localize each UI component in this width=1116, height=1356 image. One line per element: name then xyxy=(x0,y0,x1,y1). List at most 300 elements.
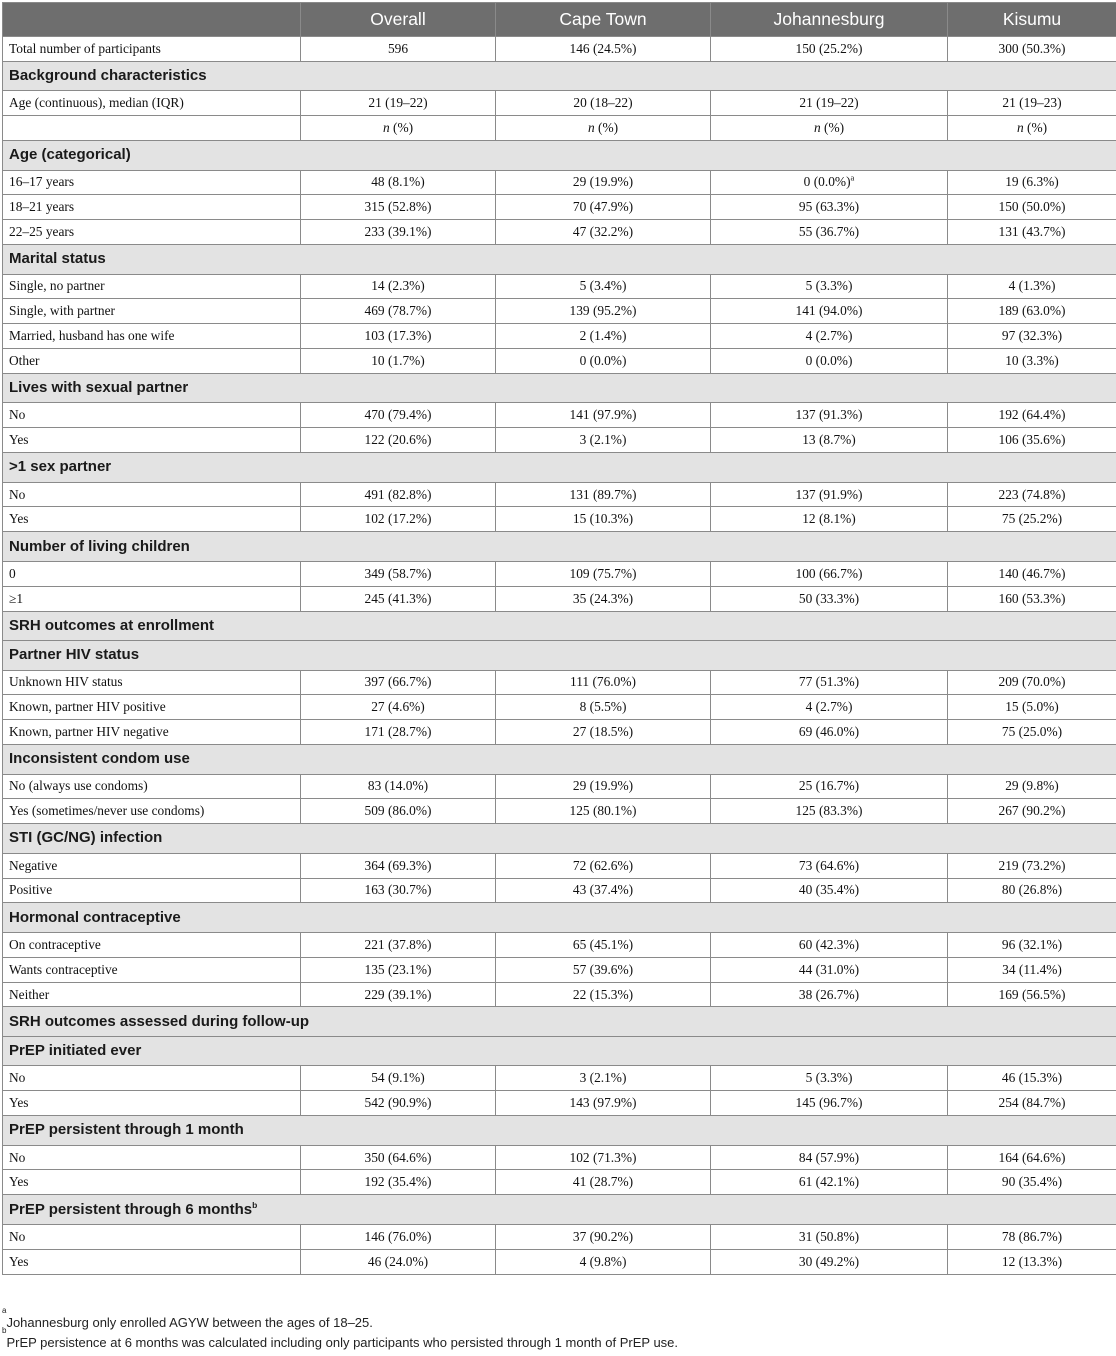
table-cell xyxy=(711,1170,948,1195)
table-cell xyxy=(948,932,1116,957)
table-cell xyxy=(711,349,948,374)
table-cell xyxy=(301,1224,496,1249)
cell-value: 38 (26.7%) xyxy=(798,986,860,1002)
table-cell xyxy=(948,37,1116,62)
cell-value: n (%) xyxy=(587,120,619,136)
section-header-row xyxy=(3,61,1116,91)
table-cell xyxy=(301,1091,496,1116)
table-cell xyxy=(301,878,496,903)
table-cell xyxy=(711,324,948,349)
table-cell xyxy=(496,482,711,507)
table-cell xyxy=(948,482,1116,507)
row-label: 0 xyxy=(3,561,301,586)
row-label: 16–17 years xyxy=(3,170,301,195)
row-label: Single, no partner xyxy=(3,274,301,299)
table-cell xyxy=(496,37,711,62)
table-cell xyxy=(948,670,1116,695)
table-cell xyxy=(301,349,496,374)
section-label xyxy=(3,745,1116,775)
table-row xyxy=(3,982,1116,1007)
cell-value: 300 (50.3%) xyxy=(998,40,1066,56)
row-label: No xyxy=(3,1066,301,1091)
table-cell xyxy=(301,561,496,586)
section-header-row xyxy=(3,141,1116,171)
row-label: Yes xyxy=(3,1091,301,1116)
table-cell xyxy=(301,932,496,957)
row-label: Yes xyxy=(3,1170,301,1195)
cell-value: 70 (47.9%) xyxy=(572,199,634,215)
cell-value: 4 (2.7%) xyxy=(805,699,853,715)
table-cell xyxy=(711,670,948,695)
table-cell xyxy=(301,720,496,745)
row-label: Yes xyxy=(3,1249,301,1274)
footnote-mark: b xyxy=(2,1326,7,1335)
table-row xyxy=(3,482,1116,507)
table-cell xyxy=(948,957,1116,982)
cell-value: n (%) xyxy=(1016,120,1048,136)
footnote-text: PrEP persistence at 6 months was calculated including only participants who persisted through 1 month of PrEP use. xyxy=(6,1335,679,1350)
row-label: Neither xyxy=(3,982,301,1007)
cell-value: 15 (5.0%) xyxy=(1005,699,1059,715)
cell-value: 55 (36.7%) xyxy=(798,224,860,240)
cell-value: 160 (53.3%) xyxy=(998,590,1066,606)
cell-value: 27 (4.6%) xyxy=(371,699,425,715)
table-cell xyxy=(711,428,948,453)
table-cell xyxy=(496,799,711,824)
section-label xyxy=(3,903,1116,933)
cell-value: 43 (37.4%) xyxy=(572,882,634,898)
cell-value: 41 (28.7%) xyxy=(572,1174,634,1190)
cell-value: 141 (97.9%) xyxy=(569,407,637,423)
table-cell xyxy=(496,220,711,245)
cell-value: 3 (2.1%) xyxy=(579,1070,627,1086)
table-cell xyxy=(948,1224,1116,1249)
cell-value: 75 (25.0%) xyxy=(1001,724,1063,740)
cell-value: 103 (17.3%) xyxy=(364,328,432,344)
cell-value: 3 (2.1%) xyxy=(579,432,627,448)
cell-value: 27 (18.5%) xyxy=(572,724,634,740)
table-cell xyxy=(301,91,496,116)
table-row xyxy=(3,695,1116,720)
cell-value: 61 (42.1%) xyxy=(798,1174,860,1190)
table-cell xyxy=(948,299,1116,324)
table-cell xyxy=(948,1145,1116,1170)
cell-value: 97 (32.3%) xyxy=(1001,328,1063,344)
table-cell xyxy=(496,299,711,324)
row-label: No xyxy=(3,1224,301,1249)
cell-value: 102 (71.3%) xyxy=(569,1149,637,1165)
row-label: 18–21 years xyxy=(3,195,301,220)
section-label xyxy=(3,641,1116,671)
table-cell xyxy=(496,1145,711,1170)
cell-value: 5 (3.3%) xyxy=(805,278,853,294)
cell-value: 102 (17.2%) xyxy=(364,511,432,527)
section-header-row xyxy=(3,532,1116,562)
footnotes xyxy=(2,1306,1102,1353)
table-cell xyxy=(496,1091,711,1116)
cell-value: 164 (64.6%) xyxy=(998,1149,1066,1165)
row-label: Known, partner HIV negative xyxy=(3,720,301,745)
cell-value: 0 (0.0%) xyxy=(579,353,627,369)
table-cell xyxy=(301,116,496,141)
table-cell xyxy=(711,1091,948,1116)
table-cell xyxy=(711,957,948,982)
section-header-row xyxy=(3,1195,1116,1225)
cell-value: 46 (15.3%) xyxy=(1001,1070,1063,1086)
row-label: Yes xyxy=(3,507,301,532)
column-header-cape-town: Cape Town xyxy=(496,3,711,37)
section-header-row xyxy=(3,1007,1116,1037)
table-cell xyxy=(948,1170,1116,1195)
table-cell xyxy=(711,1224,948,1249)
section-label xyxy=(3,532,1116,562)
table-cell xyxy=(711,932,948,957)
table-cell xyxy=(301,274,496,299)
table-row xyxy=(3,195,1116,220)
cell-value: 315 (52.8%) xyxy=(364,199,432,215)
table-cell xyxy=(948,1091,1116,1116)
table-cell xyxy=(711,853,948,878)
table-cell xyxy=(301,957,496,982)
table-row xyxy=(3,720,1116,745)
section-label-text: Partner HIV status xyxy=(9,646,140,664)
table-cell xyxy=(496,274,711,299)
cell-value: 30 (49.2%) xyxy=(798,1253,860,1269)
table-row xyxy=(3,1249,1116,1274)
cell-value: 0 (0.0%) xyxy=(803,174,851,190)
cell-value: 21 (19–22) xyxy=(368,95,428,111)
table-cell xyxy=(496,695,711,720)
cell-value: 223 (74.8%) xyxy=(998,486,1066,502)
cell-value: 137 (91.9%) xyxy=(795,486,863,502)
row-label: Negative xyxy=(3,853,301,878)
cell-value: 29 (19.9%) xyxy=(572,174,634,190)
section-header-row xyxy=(3,1116,1116,1146)
table-cell xyxy=(948,274,1116,299)
table-row xyxy=(3,1170,1116,1195)
cell-value: 267 (90.2%) xyxy=(998,803,1066,819)
cell-value: 12 (8.1%) xyxy=(802,511,856,527)
table-cell xyxy=(301,324,496,349)
row-label: On contraceptive xyxy=(3,932,301,957)
table-cell xyxy=(948,403,1116,428)
cell-value: 542 (90.9%) xyxy=(364,1095,432,1111)
row-label: Unknown HIV status xyxy=(3,670,301,695)
cell-value: 48 (8.1%) xyxy=(371,174,425,190)
table-cell xyxy=(301,1066,496,1091)
table-row xyxy=(3,428,1116,453)
cell-value: 47 (32.2%) xyxy=(572,224,634,240)
table-row xyxy=(3,878,1116,903)
table-cell xyxy=(948,116,1116,141)
header-corner xyxy=(3,3,301,37)
cell-value: 57 (39.6%) xyxy=(572,961,634,977)
table-row xyxy=(3,932,1116,957)
table-cell xyxy=(711,37,948,62)
cell-value: 163 (30.7%) xyxy=(364,882,432,898)
table-cell xyxy=(301,1145,496,1170)
table-cell xyxy=(496,561,711,586)
cell-value: 141 (94.0%) xyxy=(795,303,863,319)
cell-value: 65 (45.1%) xyxy=(572,936,634,952)
cell-value: 78 (86.7%) xyxy=(1001,1228,1063,1244)
section-label-text: PrEP persistent through 6 months xyxy=(9,1200,253,1218)
table-cell xyxy=(496,932,711,957)
cell-value: 14 (2.3%) xyxy=(371,278,425,294)
cell-value: 189 (63.0%) xyxy=(998,303,1066,319)
section-label-text: STI (GC/NG) infection xyxy=(9,829,163,847)
table-row xyxy=(3,507,1116,532)
cell-value: 209 (70.0%) xyxy=(998,674,1066,690)
table-cell xyxy=(496,720,711,745)
table-cell xyxy=(301,670,496,695)
cell-value: 221 (37.8%) xyxy=(364,936,432,952)
table-cell xyxy=(711,1066,948,1091)
table-cell xyxy=(496,878,711,903)
table-cell xyxy=(711,170,948,195)
section-label-text: SRH outcomes assessed during follow-up xyxy=(9,1012,310,1030)
table-body xyxy=(3,37,1116,1275)
cell-value: 364 (69.3%) xyxy=(364,857,432,873)
table-row xyxy=(3,299,1116,324)
table-row xyxy=(3,670,1116,695)
table-row xyxy=(3,1224,1116,1249)
table-cell xyxy=(496,586,711,611)
row-label: Age (continuous), median (IQR) xyxy=(3,91,301,116)
table-cell xyxy=(496,507,711,532)
table-row xyxy=(3,957,1116,982)
table-cell xyxy=(301,428,496,453)
table-cell xyxy=(711,1249,948,1274)
cell-value: n (%) xyxy=(813,120,845,136)
row-label xyxy=(3,116,301,141)
cell-value: 20 (18–22) xyxy=(573,95,633,111)
cell-value: 25 (16.7%) xyxy=(798,778,860,794)
table-cell xyxy=(948,507,1116,532)
section-label xyxy=(3,1116,1116,1146)
row-label: Yes (sometimes/never use condoms) xyxy=(3,799,301,824)
table-row xyxy=(3,1091,1116,1116)
cell-value: 397 (66.7%) xyxy=(364,674,432,690)
cell-value: 137 (91.3%) xyxy=(795,407,863,423)
cell-value: 219 (73.2%) xyxy=(998,857,1066,873)
table-cell xyxy=(496,1249,711,1274)
cell-value: 4 (2.7%) xyxy=(805,328,853,344)
cell-value: 145 (96.7%) xyxy=(795,1095,863,1111)
cell-value: 60 (42.3%) xyxy=(798,936,860,952)
column-header-kisumu: Kisumu xyxy=(948,3,1116,37)
table-cell xyxy=(948,170,1116,195)
section-label-text: Lives with sexual partner xyxy=(9,379,189,397)
table-cell xyxy=(496,324,711,349)
row-label: ≥1 xyxy=(3,586,301,611)
cell-value: 34 (11.4%) xyxy=(1002,961,1062,977)
table-cell xyxy=(948,878,1116,903)
cell-value: 111 (76.0%) xyxy=(570,674,636,690)
table-cell xyxy=(301,403,496,428)
cell-value: 84 (57.9%) xyxy=(798,1149,860,1165)
section-label-text: Background characteristics xyxy=(9,67,207,85)
table-cell xyxy=(496,1066,711,1091)
table-row xyxy=(3,586,1116,611)
section-label xyxy=(3,141,1116,171)
table-row xyxy=(3,1066,1116,1091)
table-cell xyxy=(496,91,711,116)
table-cell xyxy=(948,853,1116,878)
row-label: No xyxy=(3,403,301,428)
cell-value: 29 (9.8%) xyxy=(1005,778,1059,794)
table-row xyxy=(3,91,1116,116)
cell-value: 171 (28.7%) xyxy=(364,724,432,740)
table-cell xyxy=(711,116,948,141)
table-cell xyxy=(301,299,496,324)
row-label: No xyxy=(3,1145,301,1170)
section-label-text: Hormonal contraceptive xyxy=(9,908,181,926)
cell-value: 13 (8.7%) xyxy=(802,432,856,448)
table-cell xyxy=(948,349,1116,374)
table-cell xyxy=(496,982,711,1007)
footnote-text: Johannesburg only enrolled AGYW between the ages of 18–25. xyxy=(6,1315,373,1330)
table-cell xyxy=(301,982,496,1007)
column-header-overall: Overall xyxy=(301,3,496,37)
table-cell xyxy=(948,982,1116,1007)
cell-value: 75 (25.2%) xyxy=(1001,511,1063,527)
cell-value: 4 (1.3%) xyxy=(1008,278,1056,294)
section-label-text: SRH outcomes at enrollment xyxy=(9,616,215,634)
cell-value: 21 (19–23) xyxy=(1002,95,1062,111)
table-cell xyxy=(711,1145,948,1170)
cell-value: 72 (62.6%) xyxy=(572,857,634,873)
table-cell xyxy=(711,482,948,507)
table-cell xyxy=(496,428,711,453)
table-cell xyxy=(496,1170,711,1195)
cell-value: 100 (66.7%) xyxy=(795,565,863,581)
table-cell xyxy=(496,195,711,220)
table-cell xyxy=(496,403,711,428)
section-header-row xyxy=(3,745,1116,775)
table-cell xyxy=(711,403,948,428)
units-row xyxy=(3,116,1116,141)
cell-value: 10 (1.7%) xyxy=(371,353,425,369)
footnote-marker: b xyxy=(252,1199,258,1210)
table-cell xyxy=(948,695,1116,720)
table-row xyxy=(3,324,1116,349)
row-label: No (always use condoms) xyxy=(3,774,301,799)
data-table xyxy=(2,2,1116,1275)
cell-value: 0 (0.0%) xyxy=(805,353,853,369)
cell-value: 143 (97.9%) xyxy=(569,1095,637,1111)
table-cell xyxy=(711,299,948,324)
cell-value: 470 (79.4%) xyxy=(364,407,432,423)
cell-value: 469 (78.7%) xyxy=(364,303,432,319)
section-header-row xyxy=(3,824,1116,854)
cell-value: 4 (9.8%) xyxy=(579,1253,627,1269)
cell-value: 83 (14.0%) xyxy=(367,778,429,794)
cell-value: 131 (43.7%) xyxy=(998,224,1066,240)
table-cell xyxy=(711,878,948,903)
cell-value: 40 (35.4%) xyxy=(798,882,860,898)
table-row xyxy=(3,37,1116,62)
cell-value: 15 (10.3%) xyxy=(572,511,634,527)
footnote-marker: a xyxy=(850,172,855,183)
section-label xyxy=(3,373,1116,403)
cell-value: 69 (46.0%) xyxy=(798,724,860,740)
cell-value: 54 (9.1%) xyxy=(371,1070,425,1086)
row-label: Total number of participants xyxy=(3,37,301,62)
cell-value: 73 (64.6%) xyxy=(798,857,860,873)
cell-value: 37 (90.2%) xyxy=(572,1228,634,1244)
cell-value: n (%) xyxy=(382,120,414,136)
table-cell xyxy=(711,220,948,245)
row-label: Wants contraceptive xyxy=(3,957,301,982)
row-label: 22–25 years xyxy=(3,220,301,245)
cell-value: 21 (19–22) xyxy=(799,95,859,111)
cell-value: 350 (64.6%) xyxy=(364,1149,432,1165)
table-cell xyxy=(948,586,1116,611)
table-cell xyxy=(711,274,948,299)
cell-value: 77 (51.3%) xyxy=(798,674,860,690)
cell-value: 150 (25.2%) xyxy=(795,40,863,56)
cell-value: 125 (83.3%) xyxy=(795,803,863,819)
table-cell xyxy=(496,170,711,195)
cell-value: 96 (32.1%) xyxy=(1001,936,1063,952)
section-label xyxy=(3,1007,1116,1037)
section-label-text: Inconsistent condom use xyxy=(9,750,190,768)
table-cell xyxy=(496,1224,711,1249)
cell-value: 29 (19.9%) xyxy=(572,778,634,794)
cell-value: 5 (3.4%) xyxy=(579,278,627,294)
table-cell xyxy=(711,695,948,720)
section-header-row xyxy=(3,373,1116,403)
table-cell xyxy=(301,695,496,720)
table-cell xyxy=(711,586,948,611)
cell-value: 135 (23.1%) xyxy=(364,961,432,977)
table-cell xyxy=(711,91,948,116)
table-cell xyxy=(948,91,1116,116)
section-header-row xyxy=(3,903,1116,933)
table-cell xyxy=(301,1249,496,1274)
table-row xyxy=(3,561,1116,586)
section-label-text: Age (categorical) xyxy=(9,146,131,164)
table-cell xyxy=(948,774,1116,799)
cell-value: 106 (35.6%) xyxy=(998,432,1066,448)
cell-value: 254 (84.7%) xyxy=(998,1095,1066,1111)
cell-value: 596 xyxy=(387,40,409,56)
table-cell xyxy=(711,774,948,799)
table-cell xyxy=(711,561,948,586)
cell-value: 245 (41.3%) xyxy=(364,590,432,606)
cell-value: 509 (86.0%) xyxy=(364,803,432,819)
cell-value: 229 (39.1%) xyxy=(364,986,432,1002)
cell-value: 22 (15.3%) xyxy=(572,986,634,1002)
table-cell xyxy=(301,37,496,62)
row-label: Known, partner HIV positive xyxy=(3,695,301,720)
cell-value: 90 (35.4%) xyxy=(1001,1174,1063,1190)
section-header-row xyxy=(3,1036,1116,1066)
table-cell xyxy=(948,220,1116,245)
table-cell xyxy=(948,428,1116,453)
section-label-text: PrEP persistent through 1 month xyxy=(9,1121,244,1139)
footnote xyxy=(2,1326,1102,1353)
table-cell xyxy=(948,1066,1116,1091)
table-row xyxy=(3,170,1116,195)
footnote-mark: a xyxy=(2,1306,7,1315)
cell-value: 19 (6.3%) xyxy=(1005,174,1059,190)
table-cell xyxy=(948,720,1116,745)
table-header xyxy=(3,3,1116,37)
cell-value: 95 (63.3%) xyxy=(798,199,860,215)
table-cell xyxy=(301,170,496,195)
